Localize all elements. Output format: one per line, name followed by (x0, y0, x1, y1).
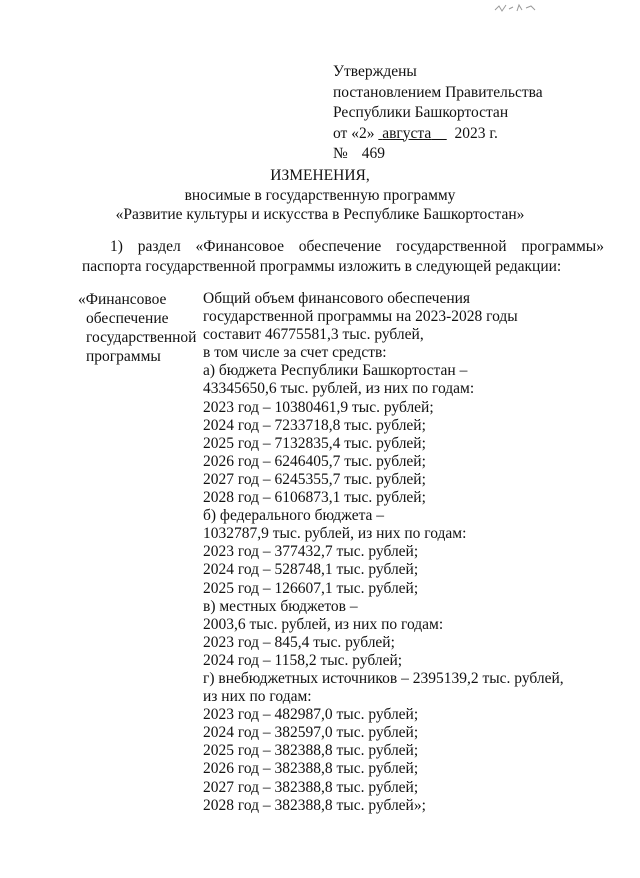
financing-line: 2028 год – 382388,8 тыс. рублей»; (203, 796, 426, 814)
approval-date-month: августа (382, 124, 432, 142)
approval-number-value: 469 (361, 145, 386, 162)
financing-line: 2024 год – 7233718,8 тыс. рублей; (203, 416, 426, 434)
financing-label-line: обеспечение (86, 310, 169, 327)
section-1-word: «Финансовое (195, 238, 284, 255)
section-1-paragraph (82, 237, 604, 277)
approval-block (333, 62, 543, 165)
section-1-word: государственной (396, 238, 507, 255)
financing-line: 2025 год – 126607,1 тыс. рублей; (203, 579, 419, 597)
approval-line-approved: Утверждены (333, 63, 417, 80)
approval-number (333, 144, 543, 165)
financing-line: 43345650,6 тыс. рублей, из них по годам: (203, 380, 475, 398)
financing-line: 2025 год – 7132835,4 тыс. рублей; (203, 434, 426, 452)
approval-line-republic: Республики Башкортостан (333, 104, 509, 121)
financing-line: 2027 год – 382388,8 тыс. рублей; (203, 778, 419, 796)
financing-line: 2027 год – 6245355,7 тыс. рублей; (203, 470, 426, 488)
heading-program-name: «Развитие культуры и искусства в Республике Башкортостан» (115, 206, 525, 223)
financing-label-line: программы (86, 348, 161, 365)
financing-line: б) федерального бюджета – (203, 507, 385, 525)
document-heading (0, 166, 640, 225)
approval-date-prefix: от «2» (333, 124, 375, 142)
financing-line: Общий объем финансового обеспечения (203, 290, 471, 307)
financing-line: составит 46775581,3 тыс. рублей, (203, 326, 424, 344)
financing-line: 2023 год – 845,4 тыс. рублей; (203, 633, 395, 651)
financing-line: 2025 год – 382388,8 тыс. рублей; (203, 742, 419, 760)
corner-scribble-mark (493, 2, 537, 14)
financing-content (203, 290, 564, 815)
number-sign: № (333, 145, 348, 162)
approval-date (333, 124, 543, 145)
financing-line: 2003,6 тыс. рублей, из них по годам: (203, 615, 444, 633)
financing-label-line: «Финансовое (78, 291, 167, 308)
financing-line: в том числе за счет средств: (203, 344, 387, 362)
section-1-word: обеспечение (298, 238, 382, 255)
financing-line: в) местных бюджетов – (203, 597, 358, 615)
financing-line: 2028 год – 6106873,1 тыс. рублей; (203, 489, 426, 507)
financing-line: из них по годам: (203, 688, 312, 706)
financing-line: 2026 год – 382388,8 тыс. рублей; (203, 760, 419, 778)
financing-line: 1032787,9 тыс. рублей, из них по годам: (203, 525, 467, 543)
financing-line: государственной программы на 2023-2028 годы (203, 308, 518, 326)
financing-line: 2024 год – 1158,2 тыс. рублей; (203, 651, 403, 669)
financing-line: 2024 год – 382597,0 тыс. рублей; (203, 724, 419, 742)
financing-line: а) бюджета Республики Башкортостан – (203, 362, 468, 380)
financing-label (78, 290, 196, 366)
section-1-line-1 (82, 237, 604, 257)
heading-title: ИЗМЕНЕНИЯ, (270, 167, 370, 184)
financing-line: г) внебюджетных источников – 2395139,2 тыс. рублей, (203, 669, 564, 687)
section-1-word: раздел (137, 238, 181, 255)
approval-date-year: 2023 г. (454, 124, 498, 142)
financing-line: 2023 год – 10380461,9 тыс. рублей; (203, 398, 434, 416)
financing-label-line: государственной (86, 329, 197, 346)
section-1-word: программы» (521, 238, 604, 255)
approval-line-resolution: постановлением Правительства (333, 83, 543, 101)
financing-line: 2026 год – 6246405,7 тыс. рублей; (203, 452, 426, 470)
financing-line: 2023 год – 482987,0 тыс. рублей; (203, 706, 419, 724)
section-1-line-2: паспорта государственной программы изложить в следующей редакции: (82, 258, 562, 275)
financing-line: 2024 год – 528748,1 тыс. рублей; (203, 561, 419, 579)
financing-line: 2023 год – 377432,7 тыс. рублей; (203, 543, 419, 561)
heading-subtitle: вносимые в государственную программу (184, 186, 456, 204)
section-1-index: 1) (110, 238, 123, 255)
